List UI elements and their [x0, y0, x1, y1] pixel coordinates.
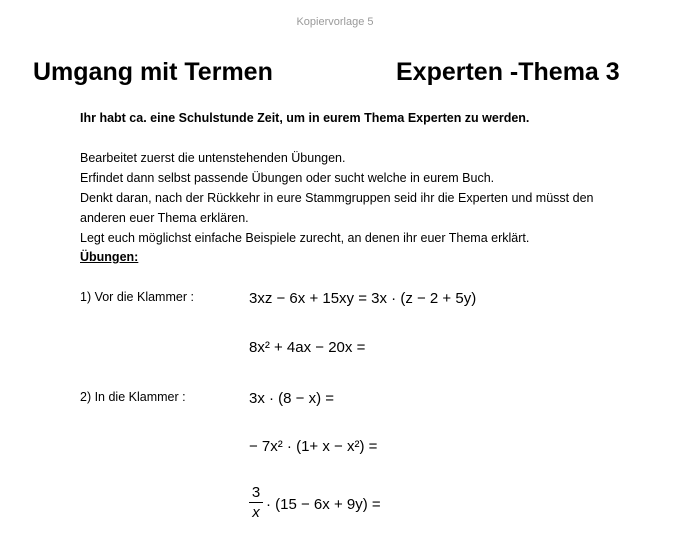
- math-expression: − 7x² · (1+ x − x²) =: [249, 438, 378, 455]
- intro-text: Ihr habt ca. eine Schulstunde Zeit, um in eurem Thema Experten zu werden.: [80, 111, 530, 125]
- fraction-numerator: 3: [251, 484, 261, 501]
- math-expression: · (15 − 6x + 9y) =: [266, 496, 381, 513]
- math-expression: 8x² + 4ax − 20x =: [249, 339, 366, 356]
- page-title-right: Experten -Thema 3: [396, 58, 620, 86]
- math-expression: 3xz − 6x + 15xy = 3x · (z − 2 + 5y): [249, 290, 477, 307]
- instruction-line: Denkt daran, nach der Rückkehr in eure Stammgruppen seid ihr die Experten und müsst den: [80, 191, 594, 205]
- exercise-label: 2) In die Klammer :: [80, 390, 186, 404]
- fraction-bar: [249, 502, 263, 503]
- header-small-title: Kopiervorlage 5: [296, 16, 374, 28]
- instruction-line: Legt euch möglichst einfache Beispiele zurecht, an denen ihr euer Thema erklärt.: [80, 231, 530, 245]
- exercise-label: 1) Vor die Klammer :: [80, 290, 194, 304]
- instruction-line: Erfindet dann selbst passende Übungen oder sucht welche in eurem Buch.: [80, 171, 495, 185]
- exercises-heading: Übungen:: [80, 250, 139, 264]
- fraction-denominator: x: [252, 504, 260, 521]
- instruction-line: anderen euer Thema erklären.: [80, 211, 249, 225]
- instruction-line: Bearbeitet zuerst die untenstehenden Übungen.: [80, 151, 346, 165]
- fraction: [249, 484, 263, 521]
- page-title-left: Umgang mit Termen: [33, 58, 273, 86]
- math-expression: 3x · (8 − x) =: [249, 390, 335, 407]
